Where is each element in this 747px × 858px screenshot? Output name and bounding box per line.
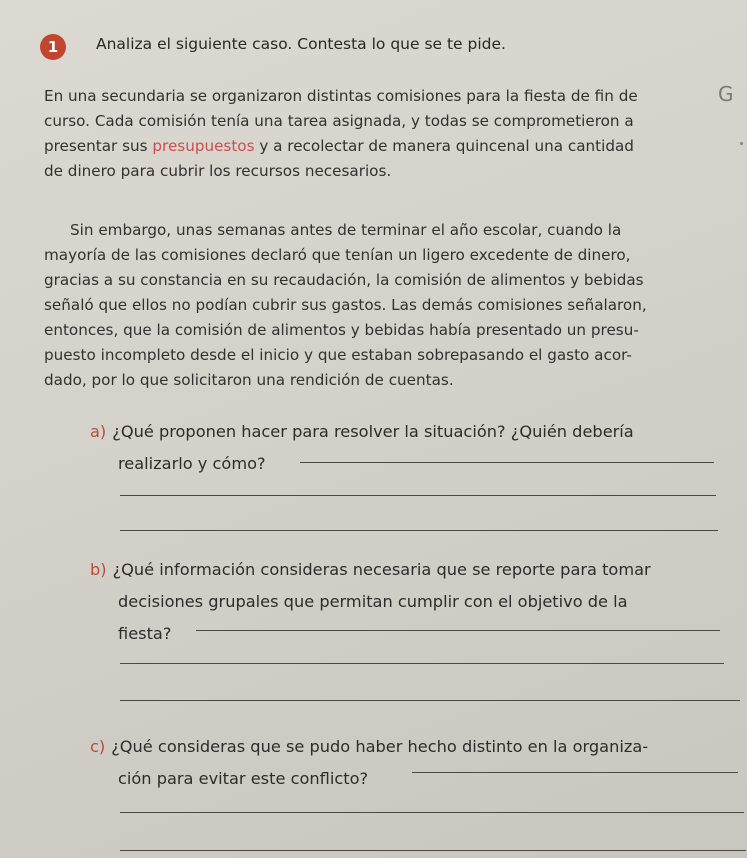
question-c-label: c) (90, 737, 106, 756)
paragraph-line: entonces, que la comisión de alimentos y bebidas había presentado un presu- (44, 321, 639, 339)
question-a (90, 416, 720, 480)
paragraph-line: señaló que ellos no podían cubrir sus gastos. Las demás comisiones señalaron, (44, 296, 647, 314)
question-a-text: ¿Qué proponen hacer para resolver la situación? ¿Quién debería (112, 422, 634, 441)
question-b (90, 554, 720, 650)
paragraph-line (44, 134, 714, 159)
question-b-line-3: fiesta? (118, 624, 172, 643)
question-b-label: b) (90, 560, 107, 579)
paragraph-line: En una secundaria se organizaron distintas comisiones para la fiesta de fin de (44, 87, 638, 105)
paragraph-line: gracias a su constancia en su recaudación, la comisión de alimentos y bebidas (44, 271, 644, 289)
answer-line-c-3[interactable] (120, 850, 746, 851)
paragraph-line: dado, por lo que solicitaron una rendición de cuentas. (44, 371, 454, 389)
question-a-label: a) (90, 422, 107, 441)
paragraph-line: Sin embargo, unas semanas antes de terminar el año escolar, cuando la (70, 221, 622, 239)
margin-mark (740, 142, 743, 145)
answer-line-a-2[interactable] (120, 495, 716, 496)
answer-line-b-1[interactable] (196, 630, 720, 631)
paragraph-line: curso. Cada comisión tenía una tarea asignada, y todas se comprometieron a (44, 112, 634, 130)
question-a-line-2: realizarlo y cómo? (118, 454, 266, 473)
answer-line-c-1[interactable] (412, 772, 738, 773)
answer-line-a-3[interactable] (120, 530, 718, 531)
exercise-instruction: Analiza el siguiente caso. Contesta lo que se te pide. (96, 35, 506, 53)
exercise-number-badge: 1 (40, 34, 66, 60)
answer-line-a-1[interactable] (300, 462, 714, 463)
question-c-line-2: ción para evitar este conflicto? (118, 769, 369, 788)
paragraph-line: de dinero para cubrir los recursos necesarios. (44, 162, 392, 180)
question-c-line-1 (90, 731, 720, 763)
question-c-text: ¿Qué consideras que se pudo haber hecho distinto en la organiza- (111, 737, 649, 756)
answer-line-b-2[interactable] (120, 663, 724, 664)
answer-line-c-2[interactable] (120, 812, 744, 813)
question-a-line-1 (90, 416, 720, 448)
margin-letter: G (718, 82, 734, 106)
question-b-line-1 (90, 554, 720, 586)
question-c (90, 731, 720, 795)
text-segment: y a recolectar de manera quincenal una cantidad (254, 137, 634, 155)
question-b-text: ¿Qué información consideras necesaria que se reporte para tomar (112, 560, 651, 579)
paragraph-line: puesto incompleto desde el inicio y que estaban sobrepasando el gasto acor- (44, 346, 632, 364)
paragraph-line: mayoría de las comisiones declaró que tenían un ligero excedente de dinero, (44, 246, 631, 264)
text-segment: presentar sus (44, 137, 153, 155)
case-paragraph-2 (44, 218, 714, 393)
case-paragraph-1 (44, 84, 714, 184)
question-b-line-2: decisiones grupales que permitan cumplir con el objetivo de la (118, 592, 628, 611)
highlighted-word: presupuestos (152, 137, 255, 155)
answer-line-b-3[interactable] (120, 700, 740, 701)
